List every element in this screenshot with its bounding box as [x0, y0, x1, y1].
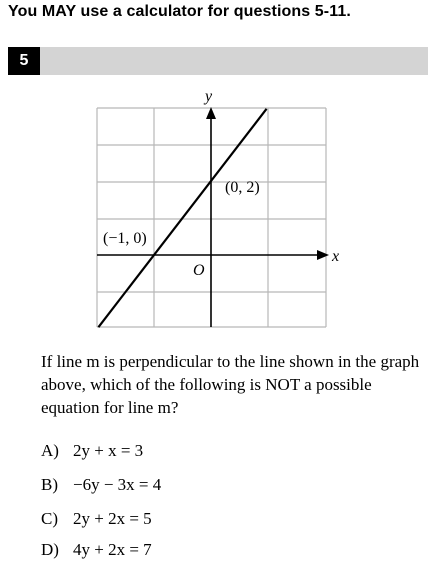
x-axis-label: x: [332, 248, 340, 265]
choice-letter: C): [41, 509, 58, 528]
choice-c[interactable]: [41, 509, 152, 529]
question-number: 5: [8, 47, 40, 75]
y-axis-label: y: [205, 88, 213, 105]
x-axis: [97, 250, 329, 260]
choice-equation: −6y − 3x = 4: [73, 475, 162, 494]
choice-letter: A): [41, 441, 59, 460]
y-axis: [206, 107, 216, 327]
choice-b[interactable]: [41, 475, 161, 495]
choice-a[interactable]: [41, 441, 143, 461]
choice-equation: 4y + 2x = 7: [73, 540, 152, 559]
point-label-y-intercept: (0, 2): [225, 179, 260, 196]
choice-letter: B): [41, 475, 58, 494]
choice-letter: D): [41, 540, 59, 559]
choice-equation: 2y + x = 3: [73, 441, 144, 460]
point-label-x-intercept: (−1, 0): [103, 230, 147, 247]
y-axis-arrow-icon: [206, 107, 216, 119]
question-stem: If line m is perpendicular to the line shown in the graph above, which of the following is NOT a possible equation for line m?: [41, 352, 420, 417]
choice-d[interactable]: [41, 540, 152, 560]
choice-equation: 2y + 2x = 5: [73, 509, 152, 528]
origin-label: O: [193, 262, 205, 279]
plotted-line: [98, 109, 266, 327]
calculator-instruction: You MAY use a calculator for questions 5-11.: [8, 3, 351, 20]
x-axis-arrow-icon: [317, 250, 329, 260]
